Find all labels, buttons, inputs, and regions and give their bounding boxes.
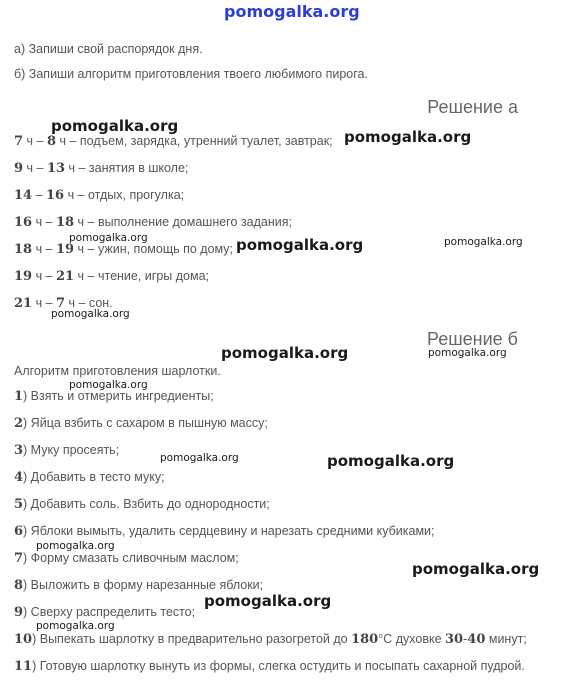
step-number: 5 xyxy=(14,497,24,512)
watermark: pomogalka.org xyxy=(444,236,523,248)
time-to: 21 xyxy=(55,269,75,284)
schedule-row xyxy=(14,214,292,231)
step-number: 6 xyxy=(14,524,24,539)
separator: ч – xyxy=(23,134,47,148)
schedule-row xyxy=(14,295,113,312)
step-number: 8 xyxy=(14,578,24,593)
step-text: ) Яйца взбить с сахаром в пышную массу; xyxy=(23,416,268,430)
schedule-activity: – выполнение домашнего задания; xyxy=(84,215,292,229)
watermark: pomogalka.org xyxy=(69,379,148,391)
step-number: 4 xyxy=(14,470,24,485)
separator: ч xyxy=(65,161,76,175)
step-number: 3 xyxy=(14,443,24,458)
separator: ч – xyxy=(32,215,56,229)
task-a: а) Запиши свой распорядок дня. xyxy=(14,42,203,56)
step-text: ) Взять и отмерить ингредиенты; xyxy=(23,389,214,403)
recipe-step xyxy=(14,442,119,459)
step-number: 7 xyxy=(14,551,24,566)
watermark-top: pomogalka.org xyxy=(224,2,360,21)
minutes-to: 40 xyxy=(467,632,486,647)
recipe-step xyxy=(14,604,195,621)
minutes-from: 30 xyxy=(445,632,464,647)
time-from: 16 xyxy=(14,215,33,230)
step-number: 11 xyxy=(14,659,33,674)
watermark: pomogalka.org xyxy=(344,128,472,146)
recipe-step xyxy=(14,496,270,513)
recipe-step xyxy=(14,415,268,432)
watermark: pomogalka.org xyxy=(327,452,455,470)
dash: - xyxy=(463,632,468,646)
schedule-row xyxy=(14,187,184,204)
step-text: ) Сверху распределить тесто; xyxy=(23,605,196,619)
watermark: pomogalka.org xyxy=(412,560,540,578)
time-from: 9 xyxy=(14,161,24,176)
step-text: ) Добавить соль. Взбить до однородности; xyxy=(23,497,270,511)
schedule-row xyxy=(14,160,188,177)
step-text: ) Выложить в форму нарезанные яблоки; xyxy=(23,578,264,592)
separator: – xyxy=(32,188,46,202)
separator: ч xyxy=(64,188,75,202)
time-from: 14 xyxy=(14,188,33,203)
separator: ч – xyxy=(32,242,56,256)
separator: ч xyxy=(74,242,85,256)
time-from: 21 xyxy=(14,296,33,311)
task-b: б) Запиши алгоритм приготовления твоего любимого пирога. xyxy=(14,67,368,81)
separator: ч – xyxy=(32,269,56,283)
watermark: pomogalka.org xyxy=(236,236,364,254)
separator: ч – xyxy=(32,296,56,310)
schedule-activity: – занятия в школе; xyxy=(75,161,189,175)
schedule-row xyxy=(14,268,209,285)
separator: ч xyxy=(74,269,85,283)
watermark: pomogalka.org xyxy=(36,620,115,632)
recipe-intro: Алгоритм приготовления шарлотки. xyxy=(14,364,221,378)
schedule-activity: – ужин, помощь по дому; xyxy=(84,242,233,256)
temperature-value: 180 xyxy=(351,632,379,647)
watermark: pomogalka.org xyxy=(221,344,349,362)
watermark: pomogalka.org xyxy=(51,308,130,320)
step-text: ) Выпекать шарлотку в предварительно разогретой до xyxy=(32,632,352,646)
time-to: 13 xyxy=(46,161,66,176)
watermark: pomogalka.org xyxy=(160,452,239,464)
recipe-step xyxy=(14,577,263,594)
time-to: 7 xyxy=(55,296,66,311)
time-from: 7 xyxy=(14,134,24,149)
recipe-step xyxy=(14,388,214,405)
step-text: ) Яблоки вымыть, удалить сердцевину и нарезать средними кубиками; xyxy=(23,524,435,538)
schedule-activity: – отдых, прогулка; xyxy=(74,188,185,202)
step-number: 1 xyxy=(14,389,24,404)
recipe-step xyxy=(14,469,165,486)
time-from: 18 xyxy=(14,242,33,257)
time-from: 19 xyxy=(14,269,33,284)
watermark: pomogalka.org xyxy=(428,347,507,359)
schedule-row xyxy=(14,133,333,150)
step-10 xyxy=(14,631,527,648)
step-text: ) Готовую шарлотку вынуть из формы, слегка остудить и посыпать сахарной пудрой. xyxy=(32,659,525,673)
heading-solution-b: Решение б xyxy=(427,329,518,349)
step-text: ) Форму смазать сливочным маслом; xyxy=(23,551,239,565)
time-to: 18 xyxy=(55,215,75,230)
schedule-activity: – подъем, зарядка, утренний туалет, завтрак; xyxy=(65,134,333,148)
schedule-activity: – сон. xyxy=(75,296,113,310)
separator: ч xyxy=(65,296,76,310)
step-number: 10 xyxy=(14,632,33,647)
recipe-step xyxy=(14,523,435,540)
step-text: минут; xyxy=(485,632,527,646)
watermark: pomogalka.org xyxy=(51,117,179,135)
time-to: 16 xyxy=(46,188,65,203)
schedule-activity: – чтение, игры дома; xyxy=(84,269,210,283)
step-number: 9 xyxy=(14,605,24,620)
separator: ч xyxy=(74,215,85,229)
separator: ч – xyxy=(23,161,47,175)
schedule-row xyxy=(14,241,233,258)
time-to: 8 xyxy=(46,134,56,149)
step-text: ) Добавить в тесто муку; xyxy=(23,470,165,484)
watermark: pomogalka.org xyxy=(36,540,115,552)
heading-solution-a: Решение а xyxy=(427,97,518,117)
step-text: ) Муку просеять; xyxy=(23,443,120,457)
step-text: °C духовке xyxy=(378,632,446,646)
watermark: pomogalka.org xyxy=(204,592,332,610)
time-to: 19 xyxy=(55,242,75,257)
step-11 xyxy=(14,658,525,675)
step-number: 2 xyxy=(14,416,24,431)
watermark: pomogalka.org xyxy=(69,232,148,244)
recipe-step xyxy=(14,550,239,567)
separator: ч xyxy=(55,134,66,148)
